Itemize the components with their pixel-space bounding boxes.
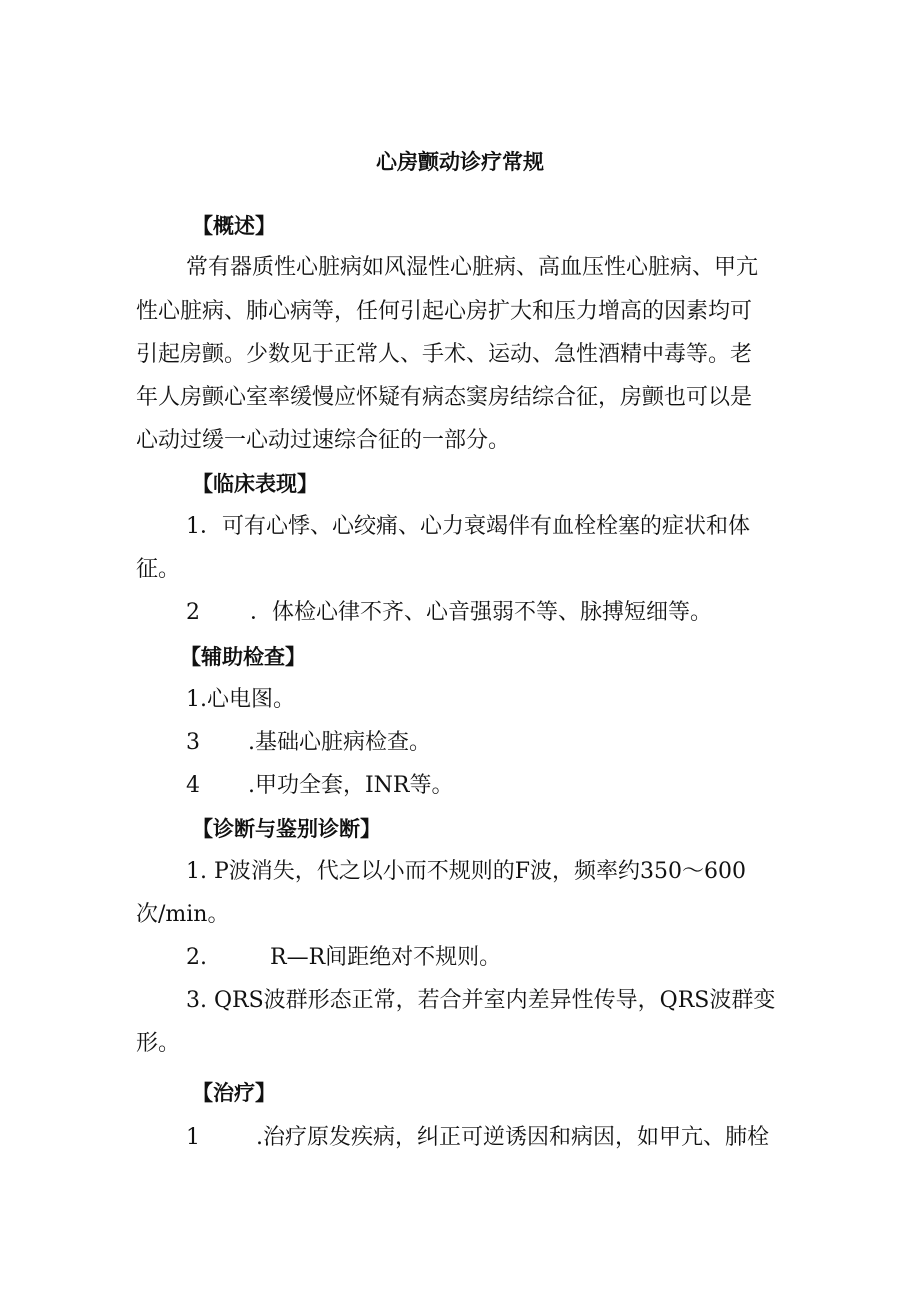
- list-item-text: .基础心脏病检查。: [248, 730, 431, 755]
- page-title: 心房颤动诊疗常规: [376, 150, 544, 174]
- list-item-text: ．体检心律不齐、心音强弱不等、脉搏短细等。: [250, 600, 713, 625]
- list-item-number: 1: [186, 1125, 200, 1150]
- list-item-text: R—R间距绝对不规则。: [270, 945, 502, 970]
- paragraph-line: 年人房颤心室率缓慢应怀疑有病态窦房结综合征，房颤也可以是: [136, 385, 753, 410]
- list-item: [186, 597, 712, 629]
- section-heading-treatment: 【治疗】: [192, 1081, 276, 1105]
- list-item: [186, 942, 501, 974]
- list-item: [186, 1122, 769, 1154]
- list-item-number: 2: [186, 600, 200, 625]
- list-item-number: 2.: [186, 945, 207, 970]
- paragraph-line: 心动过缓一心动过速综合征的一部分。: [136, 428, 511, 453]
- paragraph-line: 引起房颤。少数见于正常人、手术、运动、急性酒精中毒等。老: [136, 342, 753, 367]
- list-item-number: 4: [186, 773, 200, 798]
- list-item: [186, 511, 750, 543]
- list-item-continuation: 形。: [136, 1031, 181, 1056]
- list-item: [186, 770, 454, 802]
- list-item: 1.心电图。: [186, 687, 295, 712]
- list-item-text: .治疗原发疾病，纠正可逆诱因和病因，如甲亢、肺栓: [256, 1125, 769, 1150]
- paragraph-line: 常有器质性心脏病如风湿性心脏病、高血压性心脏病、甲亢: [186, 255, 759, 280]
- section-heading-diagnosis: 【诊断与鉴别诊断】: [192, 817, 381, 841]
- list-item-number: 3: [186, 730, 200, 755]
- list-item-continuation: 次/min。: [136, 902, 230, 927]
- paragraph-line: 性心脏病、肺心病等，任何引起心房扩大和压力增高的因素均可: [136, 299, 753, 324]
- list-item-text: ．可有心悸、心绞痛、心力衰竭伴有血栓栓塞的症状和体: [200, 514, 751, 539]
- list-item-text: .甲功全套，INR等。: [248, 773, 454, 798]
- section-heading-clinical: 【临床表现】: [192, 472, 318, 496]
- section-heading-overview: 【概述】: [192, 214, 276, 238]
- list-item: 3. QRS波群形态正常，若合并室内差异性传导，QRS波群变: [186, 988, 776, 1013]
- section-heading-aux: 【辅助检查】: [180, 645, 306, 669]
- list-item: 1. P波消失，代之以小而不规则的F波，频率约350～600: [186, 859, 747, 884]
- list-item: [186, 727, 431, 759]
- list-item-continuation: 征。: [136, 557, 181, 582]
- list-item-number: 1: [186, 514, 200, 539]
